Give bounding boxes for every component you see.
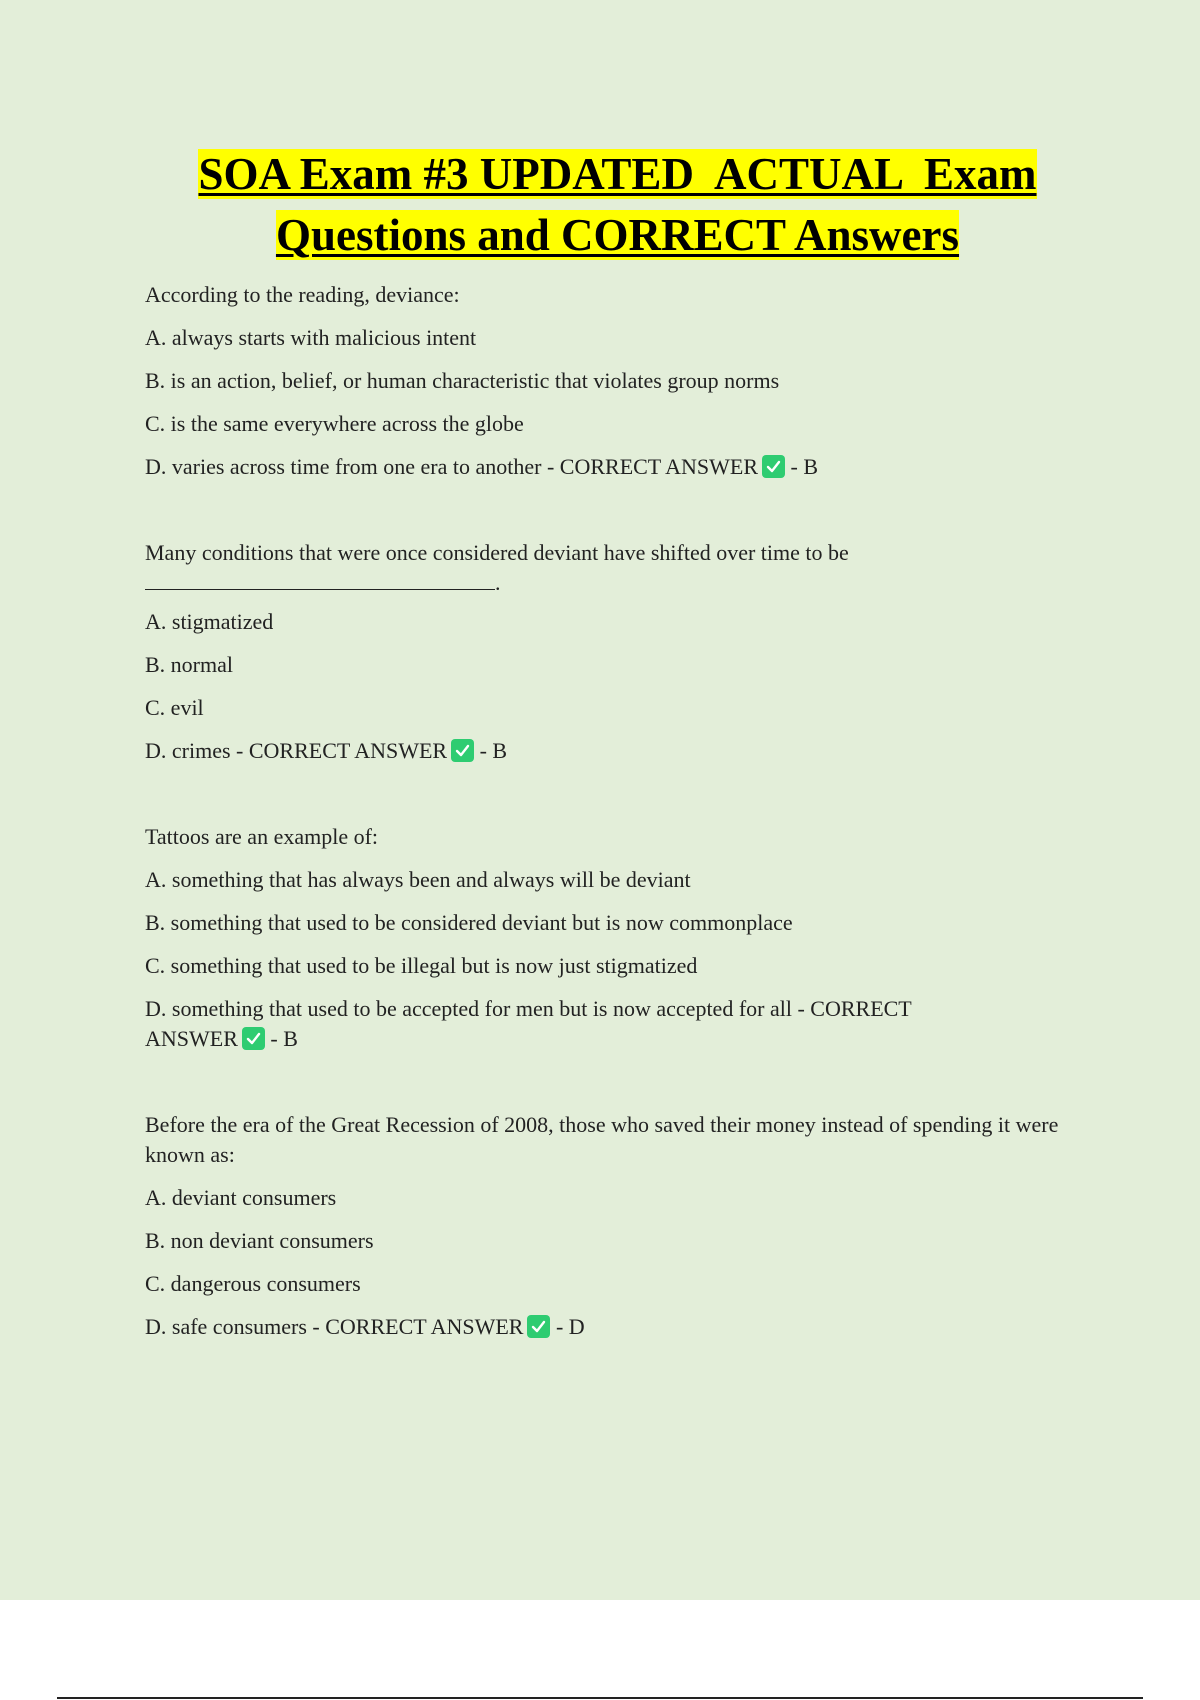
fill-in-blank: . <box>145 568 1080 598</box>
answer-letter: - D <box>550 1314 585 1339</box>
option-c: C. something that used to be illegal but is now just stigmatized <box>145 953 698 978</box>
question-4 <box>145 1110 1080 1342</box>
question-text: Before the era of the Great Recession of 2008, those who saved their money instead of spending it were known as: <box>145 1112 1059 1167</box>
option-d-with-answer <box>145 452 1080 482</box>
question-2 <box>145 538 1080 766</box>
question-text: According to the reading, deviance: <box>145 282 460 307</box>
option-d-with-answer <box>145 1312 1080 1342</box>
check-mark-icon <box>242 1027 265 1050</box>
option-d: D. safe consumers - CORRECT ANSWER <box>145 1314 524 1339</box>
question-3 <box>145 822 1080 1054</box>
footer-divider <box>57 1697 1143 1699</box>
document-title <box>0 144 1200 266</box>
answer-letter: - B <box>264 1026 298 1051</box>
option-c: C. evil <box>145 695 204 720</box>
option-d: D. varies across time from one era to another - CORRECT ANSWER <box>145 454 759 479</box>
option-d-with-answer <box>145 994 1005 1054</box>
option-d: D. crimes - CORRECT ANSWER <box>145 738 448 763</box>
option-d-with-answer <box>145 736 1080 766</box>
check-mark-icon <box>527 1315 550 1338</box>
check-mark-icon <box>762 455 785 478</box>
title-line-1: SOA Exam #3 UPDATED ACTUAL Exam <box>198 149 1037 199</box>
option-a: A. always starts with malicious intent <box>145 325 477 350</box>
option-b: B. something that used to be considered deviant but is now commonplace <box>145 910 793 935</box>
question-text: Tattoos are an example of: <box>145 824 379 849</box>
option-b: B. normal <box>145 652 233 677</box>
question-text: Many conditions that were once considered deviant have shifted over time to be <box>145 540 849 565</box>
option-a: A. stigmatized <box>145 609 274 634</box>
option-a: A. something that has always been and always will be deviant <box>145 867 691 892</box>
title-line-2: Questions and CORRECT Answers <box>275 210 960 260</box>
option-b: B. is an action, belief, or human characteristic that violates group norms <box>145 368 780 393</box>
question-1 <box>145 280 1080 482</box>
answer-letter: - B <box>474 738 508 763</box>
blank-underline <box>145 569 495 590</box>
question-list <box>145 280 1080 1355</box>
answer-letter: - B <box>785 454 819 479</box>
option-c: C. dangerous consumers <box>145 1271 361 1296</box>
option-d: D. something that used to be accepted for men but is now accepted for all - CORRECT ANSWER <box>145 996 912 1051</box>
option-a: A. deviant consumers <box>145 1185 337 1210</box>
option-c: C. is the same everywhere across the globe <box>145 411 524 436</box>
check-mark-icon <box>451 739 474 762</box>
option-b: B. non deviant consumers <box>145 1228 374 1253</box>
